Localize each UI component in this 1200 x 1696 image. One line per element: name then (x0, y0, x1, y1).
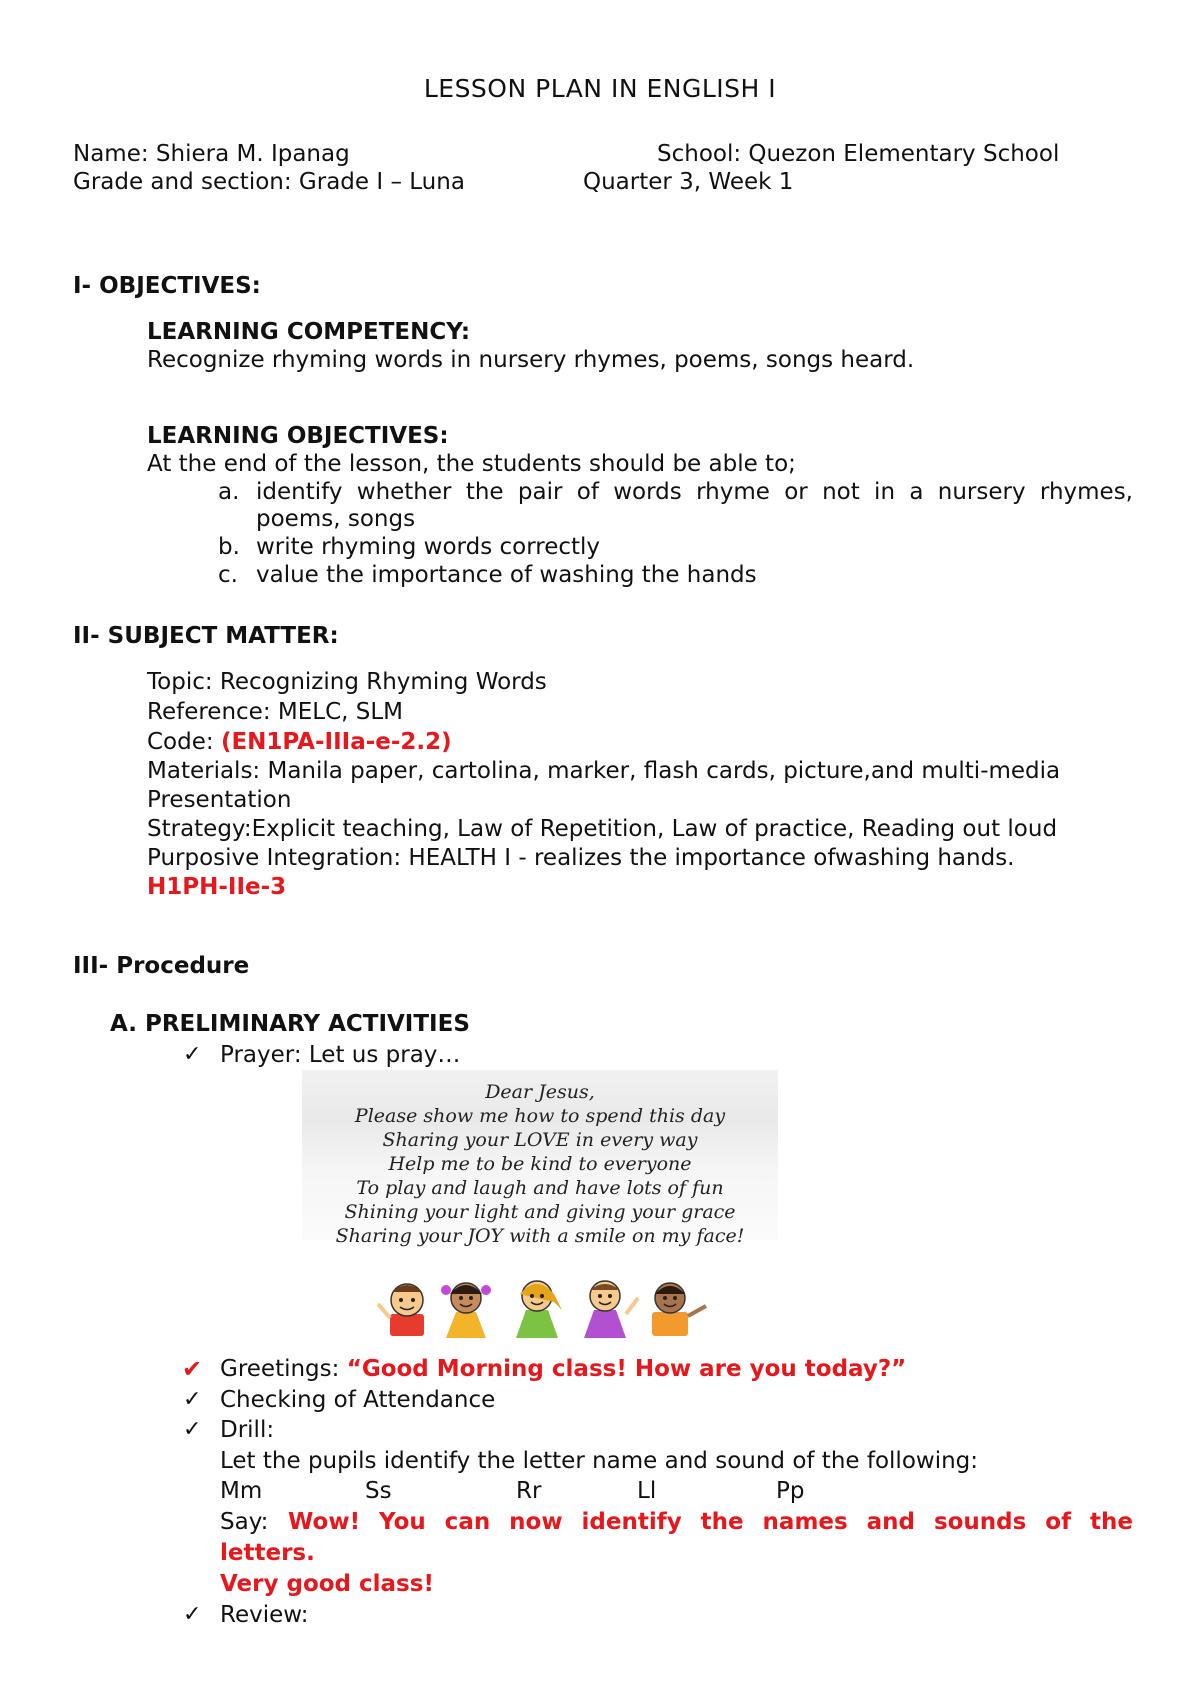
letter-item: Pp (776, 1478, 805, 1504)
objectives-heading: I- OBJECTIVES: (73, 273, 261, 299)
say-label: Say: (220, 1509, 269, 1535)
prayer-image (302, 1070, 778, 1247)
strategy: Strategy:Explicit teaching, Law of Repetition, Law of practice, Reading out loud (147, 816, 1058, 842)
code-value: (EN1PA-IIIa-e-2.2) (220, 729, 452, 755)
objective-c: value the importance of washing the hands (256, 562, 757, 588)
quarter-week: Quarter 3, Week 1 (583, 169, 794, 195)
competency-text: Recognize rhyming words in nursery rhymes, poems, songs heard. (147, 347, 915, 373)
greetings-label: Greetings: (220, 1356, 347, 1382)
school-name: School: Quezon Elementary School (657, 141, 1060, 167)
integration-code: H1PH-IIe-3 (147, 874, 287, 900)
letter-item: Ll (637, 1478, 657, 1504)
procedure-heading: III- Procedure (73, 953, 250, 979)
learning-objectives-heading: LEARNING OBJECTIVES: (147, 423, 449, 449)
drill-label: Drill: (220, 1417, 275, 1443)
drill-instruction: Let the pupils identify the letter name and sound of the following: (220, 1448, 979, 1474)
attendance: Checking of Attendance (220, 1387, 496, 1413)
prayer-line: Sharing your LOVE in every way (382, 1129, 698, 1151)
competency-heading: LEARNING COMPETENCY: (147, 319, 471, 345)
check-icon: ✓ (183, 1042, 202, 1067)
say-line3: Very good class! (220, 1571, 434, 1597)
greetings-line (220, 1355, 906, 1383)
subject-matter-heading: II- SUBJECT MATTER: (73, 623, 339, 649)
prayer-line: Dear Jesus, (485, 1081, 595, 1103)
prayer-line: To play and laugh and have lots of fun (356, 1177, 724, 1199)
materials-line1: Materials: Manila paper, cartolina, marker, flash cards, picture,and multi-media (147, 758, 1061, 784)
grade-section: Grade and section: Grade I – Luna (73, 169, 465, 195)
teacher-name: Name: Shiera M. Ipanag (73, 141, 350, 167)
prayer-line: Please show me how to spend this day (354, 1105, 726, 1127)
review-label: Review: (220, 1602, 309, 1628)
letter-item: Ss (365, 1478, 392, 1504)
prayer-line: Help me to be kind to everyone (388, 1153, 692, 1175)
objective-marker-b: b. (218, 534, 240, 560)
code-label: Code: (147, 729, 221, 755)
prayer-line: Shining your light and giving your grace (344, 1201, 736, 1223)
say-line2: letters. (220, 1540, 315, 1566)
kid-figure (652, 1283, 706, 1336)
check-icon: ✓ (183, 1417, 202, 1442)
objectives-intro: At the end of the lesson, the students should be able to; (147, 451, 796, 477)
objective-b: write rhyming words correctly (256, 534, 601, 560)
objective-marker-c: c. (218, 562, 238, 588)
objective-marker-a: a. (218, 479, 240, 505)
say-line1: Wow! You can now identify the names and sounds of the (288, 1509, 1133, 1535)
reference: Reference: MELC, SLM (147, 699, 404, 725)
code-line (147, 728, 452, 756)
objective-a-line2: poems, songs (256, 506, 416, 532)
greetings-value: “Good Morning class! How are you today?” (346, 1356, 907, 1382)
kid-figure (516, 1281, 562, 1338)
check-icon: ✓ (183, 1387, 202, 1412)
kid-figure (378, 1284, 424, 1336)
preliminary-heading: A. PRELIMINARY ACTIVITIES (110, 1011, 470, 1037)
objective-a-line1: identify whether the pair of words rhyme or not in a nursery rhymes, (256, 479, 1133, 505)
kid-figure (441, 1283, 491, 1338)
prayer-line: Sharing your JOY with a smile on my face! (335, 1225, 745, 1247)
prayer-label: Prayer: Let us pray… (220, 1042, 461, 1068)
check-icon: ✓ (183, 1602, 202, 1627)
kid-figure (584, 1281, 638, 1338)
kids-illustration (376, 1280, 716, 1338)
check-icon: ✔ (182, 1355, 203, 1383)
integration: Purposive Integration: HEALTH I - realizes the importance ofwashing hands. (147, 845, 1015, 871)
materials-line2: Presentation (147, 787, 292, 813)
topic: Topic: Recognizing Rhyming Words (147, 669, 547, 695)
letter-item: Rr (516, 1478, 542, 1504)
letter-item: Mm (220, 1478, 263, 1504)
page-title: LESSON PLAN IN ENGLISH I (423, 74, 777, 103)
